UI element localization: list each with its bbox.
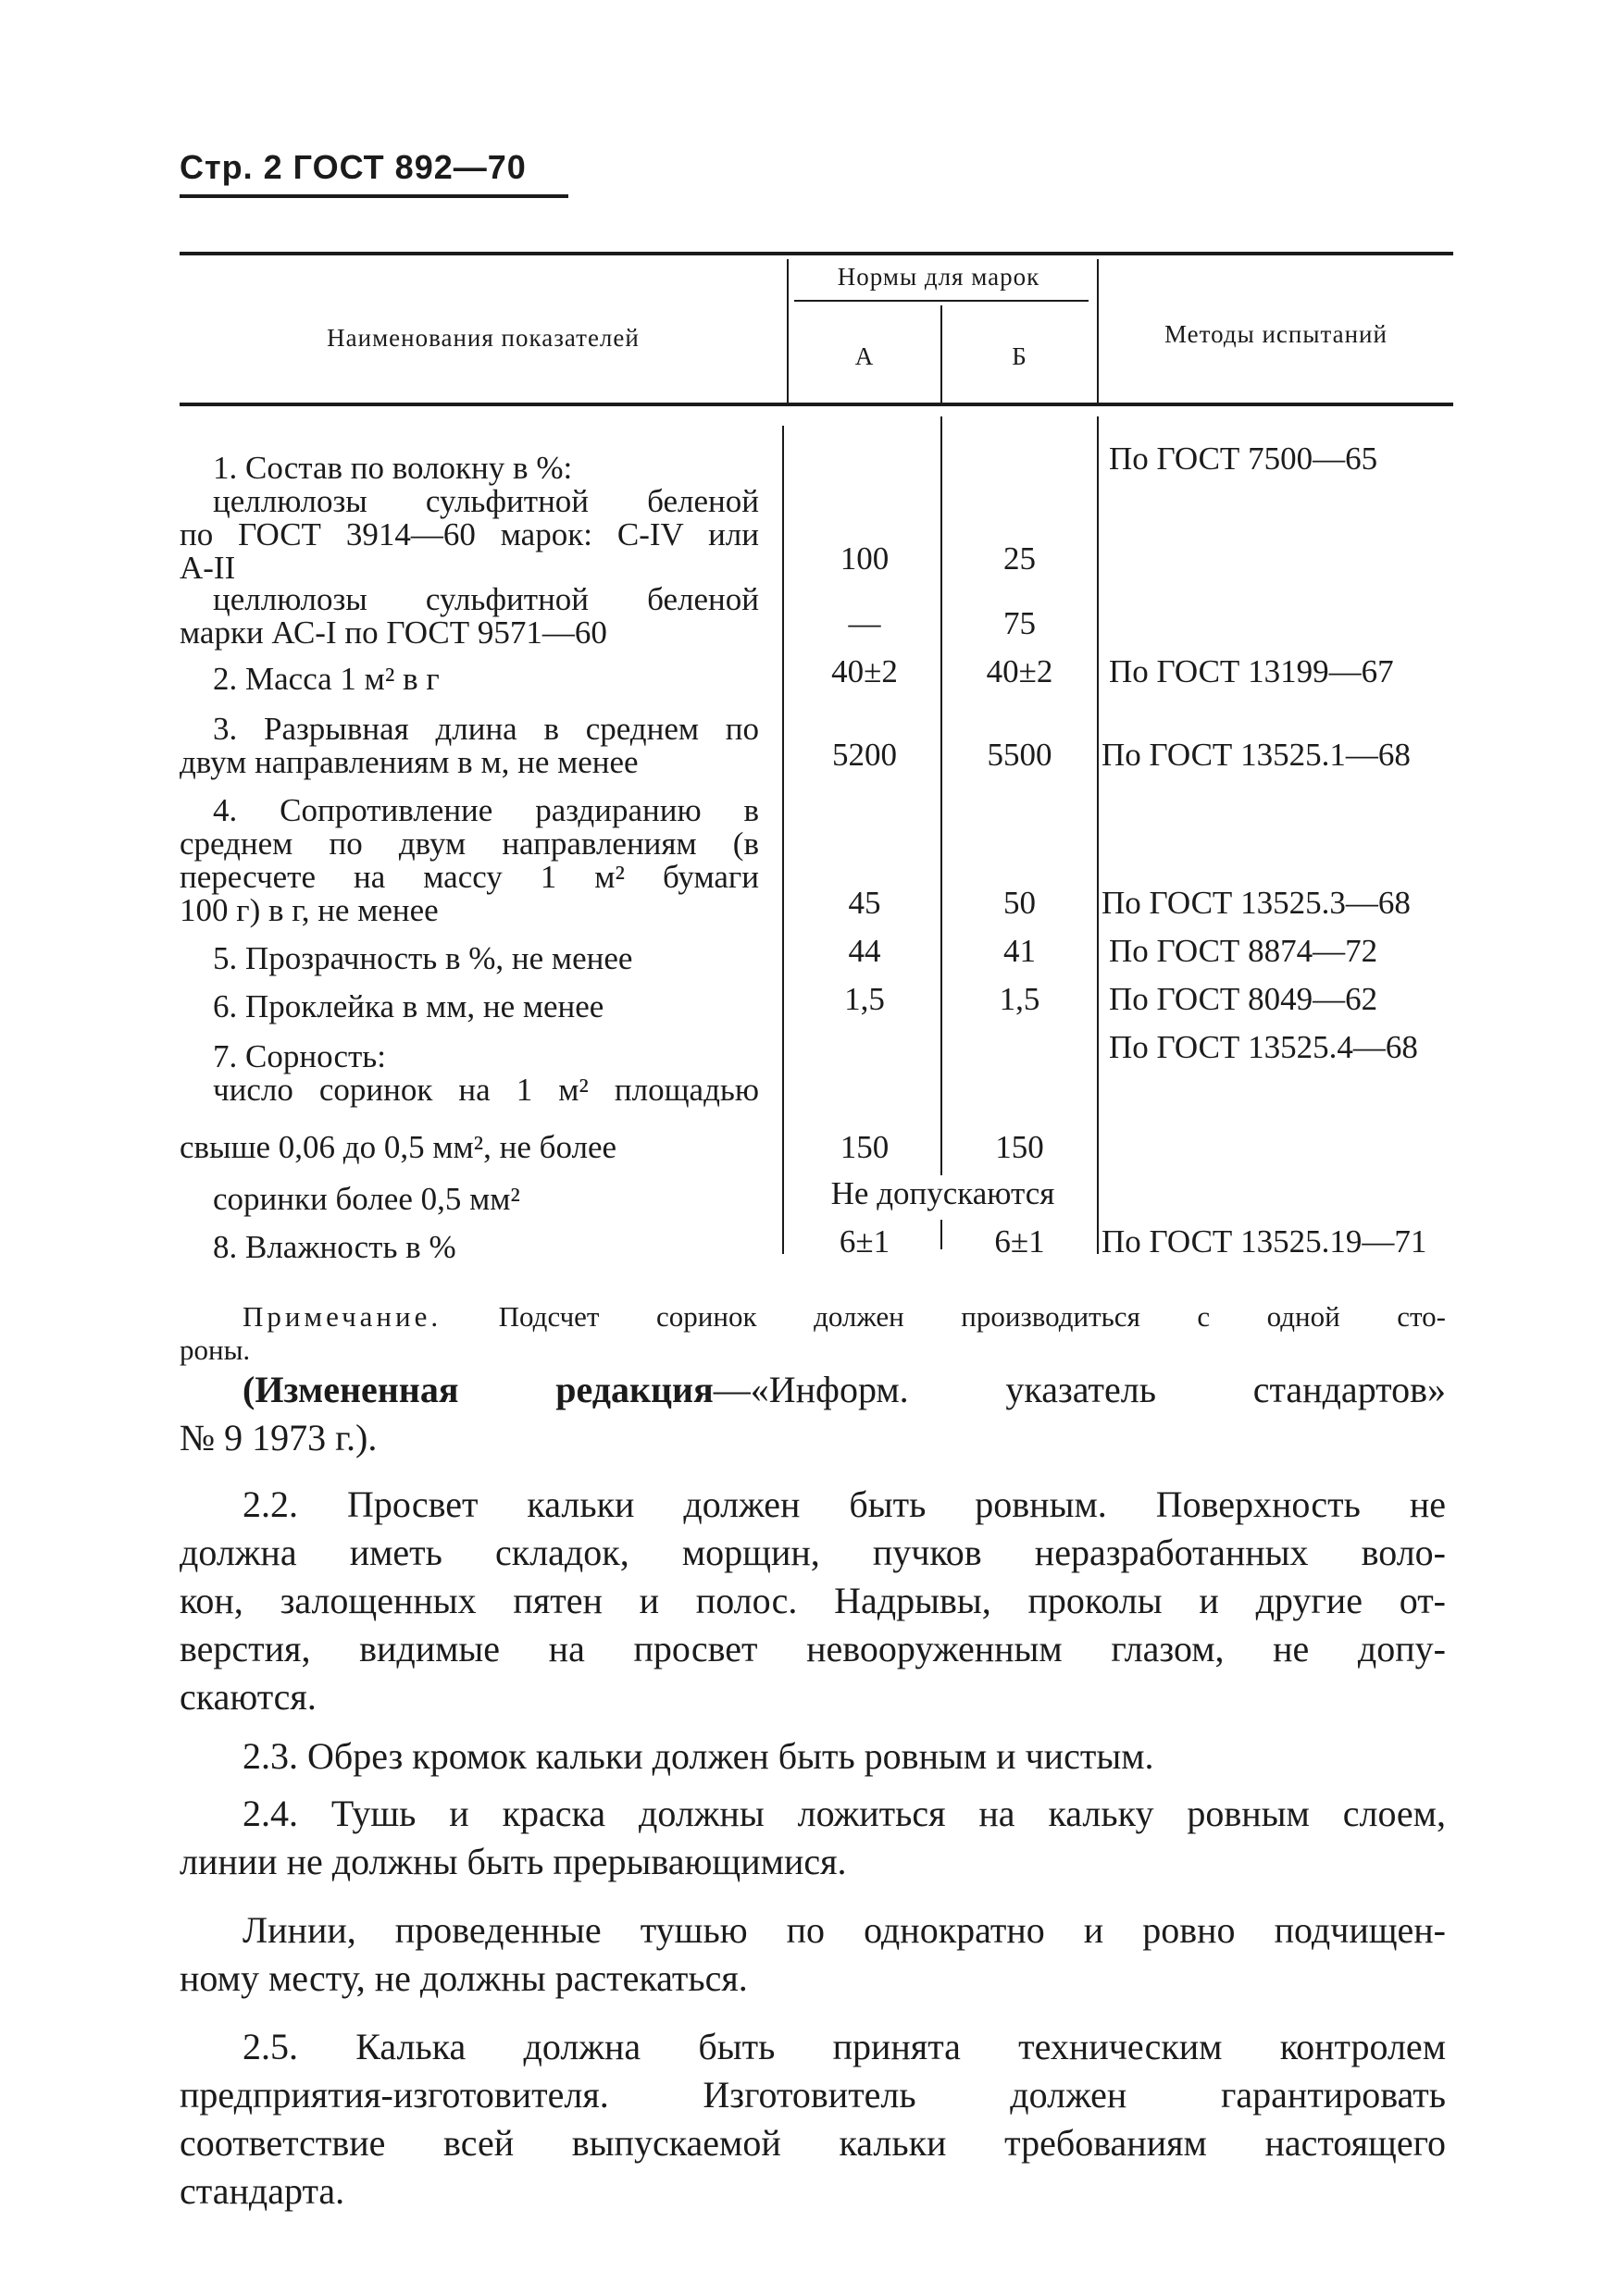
- row-5-method: По ГОСТ 8874—72: [1109, 933, 1378, 969]
- para-2-5-line-1: 2.5. Калька должна быть принята техническим контролем: [243, 2026, 1446, 2067]
- row-1a-line-3: А-II: [180, 550, 236, 586]
- row-1-title: 1. Состав по волокну в %:: [213, 450, 573, 486]
- para-2-2-line-3: кон, залощенных пятен и полос. Надрывы, проколы и другие от-: [180, 1580, 1446, 1621]
- row-4-line-1: 4. Сопротивление раздиранию в: [213, 792, 759, 828]
- row-5-a: 44: [848, 933, 881, 969]
- row-2-label: 2. Масса 1 м² в г: [213, 661, 440, 697]
- body-divider-3: [1097, 416, 1099, 1254]
- row-7-line-2: число соринок на 1 м² площадью: [213, 1072, 759, 1108]
- th-grade-a: А: [854, 342, 875, 370]
- row-8-label: 8. Влажность в %: [213, 1229, 456, 1265]
- para-2-5-line-3: соответствие всей выпускаемой кальки требованиям настоящего: [180, 2122, 1446, 2164]
- row-1b-line-1: целлюлозы сульфитной беленой: [213, 581, 759, 617]
- norms-subheader-rule: [794, 300, 1089, 302]
- row-3-line-1: 3. Разрывная длина в среднем по: [213, 711, 759, 747]
- table-header-rule: [180, 403, 1453, 406]
- para-2-5-line-4: стандарта.: [180, 2170, 345, 2212]
- th-methods: Методы испытаний: [1164, 320, 1388, 348]
- row-7a-a: 150: [840, 1129, 890, 1165]
- row-1a-line-2: по ГОСТ 3914—60 марок: С-IV или: [180, 516, 759, 552]
- row-5-label: 5. Прозрачность в %, не менее: [213, 940, 633, 976]
- body-divider-1: [782, 426, 784, 1254]
- row-7a-b: 150: [995, 1129, 1044, 1165]
- row-6-b: 1,5: [999, 981, 1040, 1017]
- para-2-4-line-2: линии не должны быть прерывающимися.: [180, 1841, 847, 1882]
- row-3-line-2: двум направлениям в м, не менее: [180, 744, 639, 780]
- row-4-line-2: среднем по двум направлениям (в: [180, 825, 759, 862]
- row-1a-a: 100: [840, 540, 890, 577]
- para-2-4b-line-2: ному месту, не должны растекаться.: [180, 1957, 748, 1999]
- para-2-2-line-1: 2.2. Просвет кальки должен быть ровным. Поверхность не: [243, 1483, 1446, 1525]
- para-2-3: 2.3. Обрез кромок кальки должен быть ровным и чистым.: [243, 1735, 1154, 1777]
- row-8-b: 6±1: [994, 1223, 1045, 1260]
- amendment-text: —«Информ. указатель стандартов»: [713, 1369, 1447, 1410]
- row-6-method: По ГОСТ 8049—62: [1109, 981, 1378, 1017]
- para-2-4b-line-1: Линии, проведенные тушью по однократно и ровно подчищен-: [243, 1909, 1446, 1951]
- th-name: Наименования показателей: [327, 324, 640, 352]
- row-5-b: 41: [1003, 933, 1036, 969]
- note-label: Примечание.: [243, 1300, 442, 1333]
- row-2-b: 40±2: [986, 653, 1053, 689]
- note-line-2: роны.: [180, 1334, 251, 1366]
- header-rule: [180, 194, 568, 198]
- row-4-b: 50: [1003, 885, 1036, 921]
- row-1a-line-1: целлюлозы сульфитной беленой: [213, 483, 759, 519]
- row-3-a: 5200: [832, 737, 897, 773]
- row-7-title: 7. Сорность:: [213, 1038, 386, 1074]
- row-1b-a: —: [848, 605, 881, 641]
- row-1b-b: 75: [1003, 605, 1036, 641]
- row-8-a: 6±1: [839, 1223, 890, 1260]
- row-2-a: 40±2: [831, 653, 898, 689]
- row-7b-label: соринки более 0,5 мм²: [213, 1181, 520, 1217]
- th-norms: Нормы для марок: [837, 263, 1040, 291]
- para-2-2-line-2: должна иметь складок, морщин, пучков неразработанных воло-: [180, 1532, 1446, 1573]
- row-7-method: По ГОСТ 13525.4—68: [1109, 1029, 1418, 1065]
- row-6-label: 6. Проклейка в мм, не менее: [213, 988, 604, 1024]
- row-8-method: По ГОСТ 13525.19—71: [1101, 1223, 1427, 1260]
- para-2-2-line-4: верстия, видимые на просвет невооруженным глазом, не допу-: [180, 1628, 1446, 1669]
- row-7b-ab: Не допускаются: [789, 1177, 1097, 1210]
- note-text: Подсчет соринок должен производиться с одной сто-: [498, 1300, 1446, 1333]
- amendment-bold: (Измененная редакция: [243, 1369, 714, 1410]
- table-top-rule: [180, 252, 1453, 255]
- row-1b-line-2: марки АС-I по ГОСТ 9571—60: [180, 614, 607, 651]
- para-2-5-line-2: предприятия-изготовителя. Изготовитель должен гарантировать: [180, 2074, 1446, 2116]
- row-1-method: По ГОСТ 7500—65: [1109, 441, 1378, 477]
- row-6-a: 1,5: [844, 981, 885, 1017]
- row-3-method: По ГОСТ 13525.1—68: [1101, 737, 1411, 773]
- para-2-4-line-1: 2.4. Тушь и краска должны ложиться на кальку ровным слоем,: [243, 1793, 1446, 1834]
- row-4-a: 45: [848, 885, 881, 921]
- note-line-1: [243, 1301, 1446, 1333]
- row-3-b: 5500: [987, 737, 1052, 773]
- row-2-method: По ГОСТ 13199—67: [1109, 653, 1394, 689]
- body-divider-2: [940, 416, 942, 1175]
- para-2-2-line-5: скаются.: [180, 1676, 317, 1718]
- page-header: Стр. 2 ГОСТ 892—70: [180, 148, 527, 186]
- row-7a-label: свыше 0,06 до 0,5 мм², не более: [180, 1129, 617, 1165]
- row-4-line-3: пересчете на массу 1 м² бумаги: [180, 859, 759, 895]
- amendment-line-1: [243, 1366, 1446, 1414]
- amendment-line-2: № 9 1973 г.).: [180, 1417, 378, 1458]
- row-4-method: По ГОСТ 13525.3—68: [1101, 885, 1411, 921]
- th-grade-b: Б: [1012, 342, 1027, 370]
- row-1a-b: 25: [1003, 540, 1036, 577]
- row-4-line-4: 100 г) в г, не менее: [180, 892, 439, 928]
